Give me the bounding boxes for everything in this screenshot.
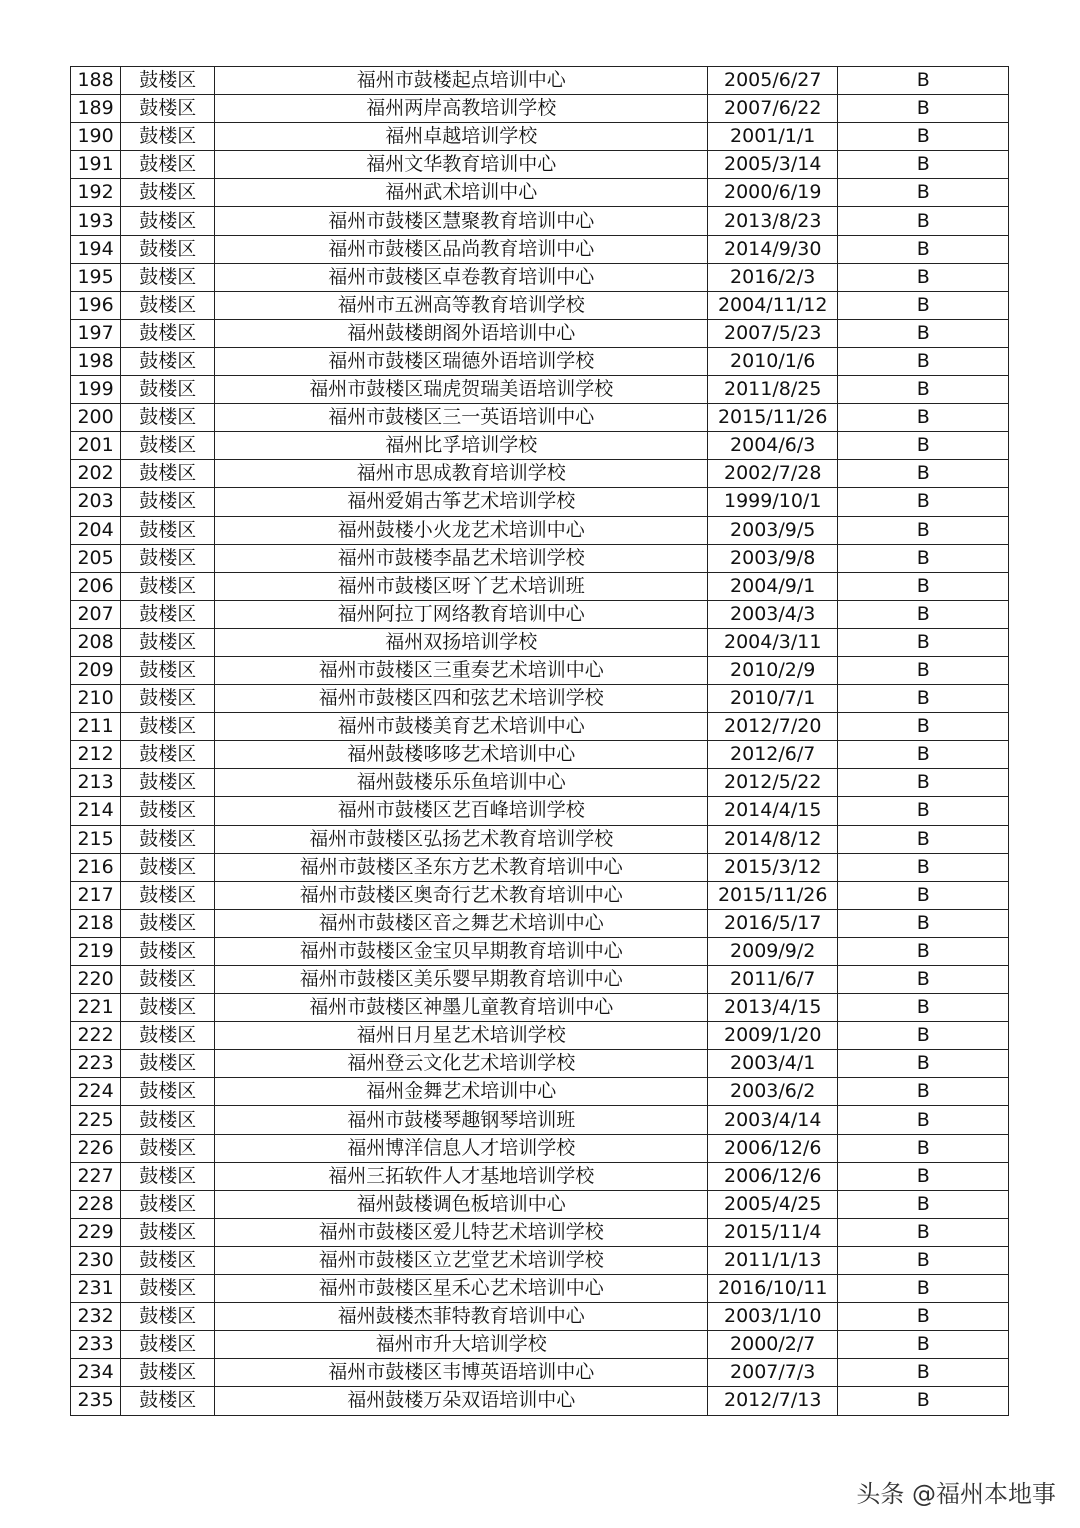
row-number-cell: 234 xyxy=(71,1359,121,1387)
row-number-cell: 211 xyxy=(71,713,121,741)
table-row xyxy=(71,516,1009,544)
approval-date-cell: 2001/1/1 xyxy=(708,123,838,151)
row-number-cell: 214 xyxy=(71,797,121,825)
institution-name-cell: 福州市鼓楼区奥奇行艺术教育培训中心 xyxy=(215,881,708,909)
table-row xyxy=(71,685,1009,713)
institution-name-cell: 福州市鼓楼区瑞德外语培训学校 xyxy=(215,347,708,375)
district-cell: 鼓楼区 xyxy=(121,685,215,713)
table-row xyxy=(71,1387,1009,1415)
approval-date-cell: 2003/6/2 xyxy=(708,1078,838,1106)
row-number-cell: 220 xyxy=(71,966,121,994)
approval-date-cell: 2012/5/22 xyxy=(708,769,838,797)
grade-cell: B xyxy=(838,1303,1009,1331)
district-cell: 鼓楼区 xyxy=(121,713,215,741)
approval-date-cell: 2005/6/27 xyxy=(708,67,838,95)
row-number-cell: 227 xyxy=(71,1162,121,1190)
approval-date-cell: 2012/6/7 xyxy=(708,741,838,769)
row-number-cell: 225 xyxy=(71,1106,121,1134)
approval-date-cell: 2010/2/9 xyxy=(708,656,838,684)
approval-date-cell: 2009/1/20 xyxy=(708,1022,838,1050)
watermark: 头条 @福州本地事 xyxy=(856,1480,1056,1508)
institution-name-cell: 福州市鼓楼区艺百峰培训学校 xyxy=(215,797,708,825)
district-cell: 鼓楼区 xyxy=(121,1050,215,1078)
table-row xyxy=(71,741,1009,769)
row-number-cell: 216 xyxy=(71,853,121,881)
district-cell: 鼓楼区 xyxy=(121,151,215,179)
grade-cell: B xyxy=(838,432,1009,460)
grade-cell: B xyxy=(838,544,1009,572)
grade-cell: B xyxy=(838,881,1009,909)
approval-date-cell: 2015/11/26 xyxy=(708,404,838,432)
approval-date-cell: 2009/9/2 xyxy=(708,937,838,965)
district-cell: 鼓楼区 xyxy=(121,179,215,207)
approval-date-cell: 2003/4/3 xyxy=(708,600,838,628)
grade-cell: B xyxy=(838,937,1009,965)
row-number-cell: 195 xyxy=(71,263,121,291)
institution-name-cell: 福州市鼓楼区呀丫艺术培训班 xyxy=(215,572,708,600)
table-row xyxy=(71,488,1009,516)
district-cell: 鼓楼区 xyxy=(121,797,215,825)
district-cell: 鼓楼区 xyxy=(121,909,215,937)
district-cell: 鼓楼区 xyxy=(121,404,215,432)
row-number-cell: 208 xyxy=(71,628,121,656)
district-cell: 鼓楼区 xyxy=(121,1190,215,1218)
institution-name-cell: 福州鼓楼小火龙艺术培训中心 xyxy=(215,516,708,544)
approval-date-cell: 2015/11/26 xyxy=(708,881,838,909)
table-row xyxy=(71,572,1009,600)
institution-name-cell: 福州鼓楼杰菲特教育培训中心 xyxy=(215,1303,708,1331)
institution-name-cell: 福州市五洲高等教育培训学校 xyxy=(215,291,708,319)
institution-name-cell: 福州市鼓楼区慧聚教育培训中心 xyxy=(215,207,708,235)
grade-cell: B xyxy=(838,319,1009,347)
approval-date-cell: 2012/7/13 xyxy=(708,1387,838,1415)
row-number-cell: 189 xyxy=(71,95,121,123)
row-number-cell: 217 xyxy=(71,881,121,909)
district-cell: 鼓楼区 xyxy=(121,95,215,123)
row-number-cell: 215 xyxy=(71,825,121,853)
grade-cell: B xyxy=(838,994,1009,1022)
institution-name-cell: 福州鼓楼调色板培训中心 xyxy=(215,1190,708,1218)
approval-date-cell: 2000/2/7 xyxy=(708,1331,838,1359)
table-row xyxy=(71,95,1009,123)
district-cell: 鼓楼区 xyxy=(121,853,215,881)
grade-cell: B xyxy=(838,1078,1009,1106)
institution-name-cell: 福州鼓楼乐乐鱼培训中心 xyxy=(215,769,708,797)
institution-name-cell: 福州市鼓楼区立艺堂艺术培训学校 xyxy=(215,1246,708,1274)
district-cell: 鼓楼区 xyxy=(121,1218,215,1246)
approval-date-cell: 2004/6/3 xyxy=(708,432,838,460)
grade-cell: B xyxy=(838,628,1009,656)
grade-cell: B xyxy=(838,207,1009,235)
approval-date-cell: 2003/4/1 xyxy=(708,1050,838,1078)
district-cell: 鼓楼区 xyxy=(121,1387,215,1415)
district-cell: 鼓楼区 xyxy=(121,741,215,769)
row-number-cell: 221 xyxy=(71,994,121,1022)
district-cell: 鼓楼区 xyxy=(121,235,215,263)
row-number-cell: 205 xyxy=(71,544,121,572)
row-number-cell: 192 xyxy=(71,179,121,207)
institution-name-cell: 福州爱娟古筝艺术培训学校 xyxy=(215,488,708,516)
institution-name-cell: 福州文华教育培训中心 xyxy=(215,151,708,179)
approval-date-cell: 2004/9/1 xyxy=(708,572,838,600)
institution-name-cell: 福州市鼓楼区品尚教育培训中心 xyxy=(215,235,708,263)
table-row xyxy=(71,1359,1009,1387)
table-row xyxy=(71,825,1009,853)
district-cell: 鼓楼区 xyxy=(121,544,215,572)
approval-date-cell: 2006/12/6 xyxy=(708,1162,838,1190)
row-number-cell: 229 xyxy=(71,1218,121,1246)
table-row xyxy=(71,1190,1009,1218)
district-cell: 鼓楼区 xyxy=(121,1303,215,1331)
approval-date-cell: 2015/3/12 xyxy=(708,853,838,881)
district-cell: 鼓楼区 xyxy=(121,207,215,235)
district-cell: 鼓楼区 xyxy=(121,460,215,488)
grade-cell: B xyxy=(838,656,1009,684)
approval-date-cell: 2012/7/20 xyxy=(708,713,838,741)
district-cell: 鼓楼区 xyxy=(121,516,215,544)
table-row xyxy=(71,207,1009,235)
row-number-cell: 200 xyxy=(71,404,121,432)
district-cell: 鼓楼区 xyxy=(121,488,215,516)
table-row xyxy=(71,376,1009,404)
approval-date-cell: 2015/11/4 xyxy=(708,1218,838,1246)
approval-date-cell: 2004/11/12 xyxy=(708,291,838,319)
approval-date-cell: 2007/5/23 xyxy=(708,319,838,347)
approval-date-cell: 2016/5/17 xyxy=(708,909,838,937)
grade-cell: B xyxy=(838,151,1009,179)
table-row xyxy=(71,1246,1009,1274)
row-number-cell: 194 xyxy=(71,235,121,263)
grade-cell: B xyxy=(838,263,1009,291)
institution-name-cell: 福州市鼓楼区美乐婴早期教育培训中心 xyxy=(215,966,708,994)
grade-cell: B xyxy=(838,1190,1009,1218)
table-row xyxy=(71,937,1009,965)
table-row xyxy=(71,797,1009,825)
row-number-cell: 226 xyxy=(71,1134,121,1162)
table-row xyxy=(71,1078,1009,1106)
institution-name-cell: 福州市鼓楼区弘扬艺术教育培训学校 xyxy=(215,825,708,853)
district-cell: 鼓楼区 xyxy=(121,1134,215,1162)
institution-name-cell: 福州市鼓楼李晶艺术培训学校 xyxy=(215,544,708,572)
grade-cell: B xyxy=(838,1134,1009,1162)
row-number-cell: 206 xyxy=(71,572,121,600)
grade-cell: B xyxy=(838,179,1009,207)
institution-name-cell: 福州登云文化艺术培训学校 xyxy=(215,1050,708,1078)
approval-date-cell: 2010/1/6 xyxy=(708,347,838,375)
institution-name-cell: 福州阿拉丁网络教育培训中心 xyxy=(215,600,708,628)
table-row xyxy=(71,67,1009,95)
approval-date-cell: 2003/4/14 xyxy=(708,1106,838,1134)
district-cell: 鼓楼区 xyxy=(121,291,215,319)
table-row xyxy=(71,909,1009,937)
grade-cell: B xyxy=(838,797,1009,825)
district-cell: 鼓楼区 xyxy=(121,1359,215,1387)
table-row xyxy=(71,628,1009,656)
district-cell: 鼓楼区 xyxy=(121,1106,215,1134)
grade-cell: B xyxy=(838,769,1009,797)
district-cell: 鼓楼区 xyxy=(121,1022,215,1050)
district-cell: 鼓楼区 xyxy=(121,432,215,460)
institution-name-cell: 福州市鼓楼区瑞虎贺瑞美语培训学校 xyxy=(215,376,708,404)
institution-name-cell: 福州市鼓楼区音之舞艺术培训中心 xyxy=(215,909,708,937)
row-number-cell: 233 xyxy=(71,1331,121,1359)
grade-cell: B xyxy=(838,600,1009,628)
district-cell: 鼓楼区 xyxy=(121,1078,215,1106)
table-row xyxy=(71,432,1009,460)
district-cell: 鼓楼区 xyxy=(121,1331,215,1359)
district-cell: 鼓楼区 xyxy=(121,123,215,151)
grade-cell: B xyxy=(838,1106,1009,1134)
grade-cell: B xyxy=(838,347,1009,375)
grade-cell: B xyxy=(838,404,1009,432)
table-row xyxy=(71,713,1009,741)
approval-date-cell: 2003/9/8 xyxy=(708,544,838,572)
approval-date-cell: 2010/7/1 xyxy=(708,685,838,713)
approval-date-cell: 2011/8/25 xyxy=(708,376,838,404)
district-cell: 鼓楼区 xyxy=(121,67,215,95)
table-row xyxy=(71,1331,1009,1359)
table-row xyxy=(71,1275,1009,1303)
grade-cell: B xyxy=(838,235,1009,263)
table-row xyxy=(71,347,1009,375)
institution-name-cell: 福州市鼓楼区金宝贝早期教育培训中心 xyxy=(215,937,708,965)
table-row xyxy=(71,123,1009,151)
institution-name-cell: 福州金舞艺术培训中心 xyxy=(215,1078,708,1106)
grade-cell: B xyxy=(838,741,1009,769)
district-cell: 鼓楼区 xyxy=(121,769,215,797)
district-cell: 鼓楼区 xyxy=(121,825,215,853)
grade-cell: B xyxy=(838,685,1009,713)
approval-date-cell: 2005/4/25 xyxy=(708,1190,838,1218)
row-number-cell: 224 xyxy=(71,1078,121,1106)
grade-cell: B xyxy=(838,1359,1009,1387)
approval-date-cell: 2013/4/15 xyxy=(708,994,838,1022)
institution-name-cell: 福州比孚培训学校 xyxy=(215,432,708,460)
row-number-cell: 193 xyxy=(71,207,121,235)
grade-cell: B xyxy=(838,572,1009,600)
table-row xyxy=(71,1050,1009,1078)
district-cell: 鼓楼区 xyxy=(121,263,215,291)
institution-table xyxy=(70,66,1009,1416)
row-number-cell: 219 xyxy=(71,937,121,965)
approval-date-cell: 2016/10/11 xyxy=(708,1275,838,1303)
grade-cell: B xyxy=(838,95,1009,123)
table-row xyxy=(71,966,1009,994)
approval-date-cell: 2000/6/19 xyxy=(708,179,838,207)
grade-cell: B xyxy=(838,1022,1009,1050)
grade-cell: B xyxy=(838,1387,1009,1415)
row-number-cell: 209 xyxy=(71,656,121,684)
approval-date-cell: 2007/6/22 xyxy=(708,95,838,123)
institution-name-cell: 福州市鼓楼美育艺术培训中心 xyxy=(215,713,708,741)
district-cell: 鼓楼区 xyxy=(121,319,215,347)
table-row xyxy=(71,235,1009,263)
institution-name-cell: 福州博洋信息人才培训学校 xyxy=(215,1134,708,1162)
table-row xyxy=(71,853,1009,881)
grade-cell: B xyxy=(838,1246,1009,1274)
table-row xyxy=(71,1218,1009,1246)
grade-cell: B xyxy=(838,67,1009,95)
district-cell: 鼓楼区 xyxy=(121,1275,215,1303)
institution-name-cell: 福州市鼓楼区三一英语培训中心 xyxy=(215,404,708,432)
row-number-cell: 190 xyxy=(71,123,121,151)
approval-date-cell: 1999/10/1 xyxy=(708,488,838,516)
institution-name-cell: 福州鼓楼朗阁外语培训中心 xyxy=(215,319,708,347)
approval-date-cell: 2003/9/5 xyxy=(708,516,838,544)
row-number-cell: 235 xyxy=(71,1387,121,1415)
table-row xyxy=(71,881,1009,909)
table-row xyxy=(71,1106,1009,1134)
approval-date-cell: 2003/1/10 xyxy=(708,1303,838,1331)
district-cell: 鼓楼区 xyxy=(121,994,215,1022)
row-number-cell: 218 xyxy=(71,909,121,937)
row-number-cell: 232 xyxy=(71,1303,121,1331)
row-number-cell: 222 xyxy=(71,1022,121,1050)
grade-cell: B xyxy=(838,853,1009,881)
institution-name-cell: 福州市鼓楼区星禾心艺术培训中心 xyxy=(215,1275,708,1303)
grade-cell: B xyxy=(838,1218,1009,1246)
approval-date-cell: 2013/8/23 xyxy=(708,207,838,235)
row-number-cell: 196 xyxy=(71,291,121,319)
institution-name-cell: 福州市思成教育培训学校 xyxy=(215,460,708,488)
table-row xyxy=(71,404,1009,432)
institution-name-cell: 福州两岸高教培训学校 xyxy=(215,95,708,123)
row-number-cell: 203 xyxy=(71,488,121,516)
table-row xyxy=(71,994,1009,1022)
approval-date-cell: 2002/7/28 xyxy=(708,460,838,488)
approval-date-cell: 2014/9/30 xyxy=(708,235,838,263)
institution-name-cell: 福州市鼓楼区神墨儿童教育培训中心 xyxy=(215,994,708,1022)
row-number-cell: 231 xyxy=(71,1275,121,1303)
table-row xyxy=(71,291,1009,319)
district-cell: 鼓楼区 xyxy=(121,1162,215,1190)
grade-cell: B xyxy=(838,123,1009,151)
grade-cell: B xyxy=(838,1162,1009,1190)
grade-cell: B xyxy=(838,1275,1009,1303)
table-row xyxy=(71,151,1009,179)
row-number-cell: 202 xyxy=(71,460,121,488)
district-cell: 鼓楼区 xyxy=(121,572,215,600)
institution-name-cell: 福州卓越培训学校 xyxy=(215,123,708,151)
row-number-cell: 191 xyxy=(71,151,121,179)
institution-name-cell: 福州市鼓楼区三重奏艺术培训中心 xyxy=(215,656,708,684)
grade-cell: B xyxy=(838,713,1009,741)
row-number-cell: 197 xyxy=(71,319,121,347)
grade-cell: B xyxy=(838,966,1009,994)
approval-date-cell: 2014/4/15 xyxy=(708,797,838,825)
district-cell: 鼓楼区 xyxy=(121,881,215,909)
row-number-cell: 223 xyxy=(71,1050,121,1078)
district-cell: 鼓楼区 xyxy=(121,966,215,994)
table-row xyxy=(71,1022,1009,1050)
grade-cell: B xyxy=(838,291,1009,319)
institution-name-cell: 福州市鼓楼区圣东方艺术教育培训中心 xyxy=(215,853,708,881)
table-row xyxy=(71,263,1009,291)
table-row xyxy=(71,179,1009,207)
grade-cell: B xyxy=(838,376,1009,404)
district-cell: 鼓楼区 xyxy=(121,376,215,404)
institution-name-cell: 福州鼓楼万朵双语培训中心 xyxy=(215,1387,708,1415)
table-row xyxy=(71,1303,1009,1331)
institution-name-cell: 福州市鼓楼起点培训中心 xyxy=(215,67,708,95)
district-cell: 鼓楼区 xyxy=(121,1246,215,1274)
approval-date-cell: 2011/1/13 xyxy=(708,1246,838,1274)
district-cell: 鼓楼区 xyxy=(121,628,215,656)
table-row xyxy=(71,769,1009,797)
district-cell: 鼓楼区 xyxy=(121,600,215,628)
row-number-cell: 198 xyxy=(71,347,121,375)
district-cell: 鼓楼区 xyxy=(121,937,215,965)
approval-date-cell: 2014/8/12 xyxy=(708,825,838,853)
table-row xyxy=(71,1162,1009,1190)
institution-name-cell: 福州市升大培训学校 xyxy=(215,1331,708,1359)
row-number-cell: 199 xyxy=(71,376,121,404)
approval-date-cell: 2005/3/14 xyxy=(708,151,838,179)
grade-cell: B xyxy=(838,909,1009,937)
row-number-cell: 201 xyxy=(71,432,121,460)
table-row xyxy=(71,1134,1009,1162)
row-number-cell: 230 xyxy=(71,1246,121,1274)
row-number-cell: 212 xyxy=(71,741,121,769)
row-number-cell: 228 xyxy=(71,1190,121,1218)
institution-name-cell: 福州日月星艺术培训学校 xyxy=(215,1022,708,1050)
row-number-cell: 210 xyxy=(71,685,121,713)
district-cell: 鼓楼区 xyxy=(121,656,215,684)
row-number-cell: 207 xyxy=(71,600,121,628)
institution-name-cell: 福州武术培训中心 xyxy=(215,179,708,207)
grade-cell: B xyxy=(838,516,1009,544)
grade-cell: B xyxy=(838,1050,1009,1078)
approval-date-cell: 2006/12/6 xyxy=(708,1134,838,1162)
approval-date-cell: 2011/6/7 xyxy=(708,966,838,994)
approval-date-cell: 2016/2/3 xyxy=(708,263,838,291)
institution-name-cell: 福州市鼓楼区爱儿特艺术培训学校 xyxy=(215,1218,708,1246)
approval-date-cell: 2004/3/11 xyxy=(708,628,838,656)
row-number-cell: 213 xyxy=(71,769,121,797)
grade-cell: B xyxy=(838,460,1009,488)
table-row xyxy=(71,656,1009,684)
institution-name-cell: 福州市鼓楼区四和弦艺术培训学校 xyxy=(215,685,708,713)
institution-name-cell: 福州市鼓楼区韦博英语培训中心 xyxy=(215,1359,708,1387)
grade-cell: B xyxy=(838,825,1009,853)
table-row xyxy=(71,319,1009,347)
institution-name-cell: 福州三拓软件人才基地培训学校 xyxy=(215,1162,708,1190)
institution-name-cell: 福州鼓楼哆哆艺术培训中心 xyxy=(215,741,708,769)
grade-cell: B xyxy=(838,488,1009,516)
approval-date-cell: 2007/7/3 xyxy=(708,1359,838,1387)
row-number-cell: 188 xyxy=(71,67,121,95)
table-row xyxy=(71,544,1009,572)
district-cell: 鼓楼区 xyxy=(121,347,215,375)
grade-cell: B xyxy=(838,1331,1009,1359)
table-row xyxy=(71,460,1009,488)
row-number-cell: 204 xyxy=(71,516,121,544)
institution-name-cell: 福州双扬培训学校 xyxy=(215,628,708,656)
institution-name-cell: 福州市鼓楼区卓卷教育培训中心 xyxy=(215,263,708,291)
table-row xyxy=(71,600,1009,628)
institution-name-cell: 福州市鼓楼琴趣钢琴培训班 xyxy=(215,1106,708,1134)
